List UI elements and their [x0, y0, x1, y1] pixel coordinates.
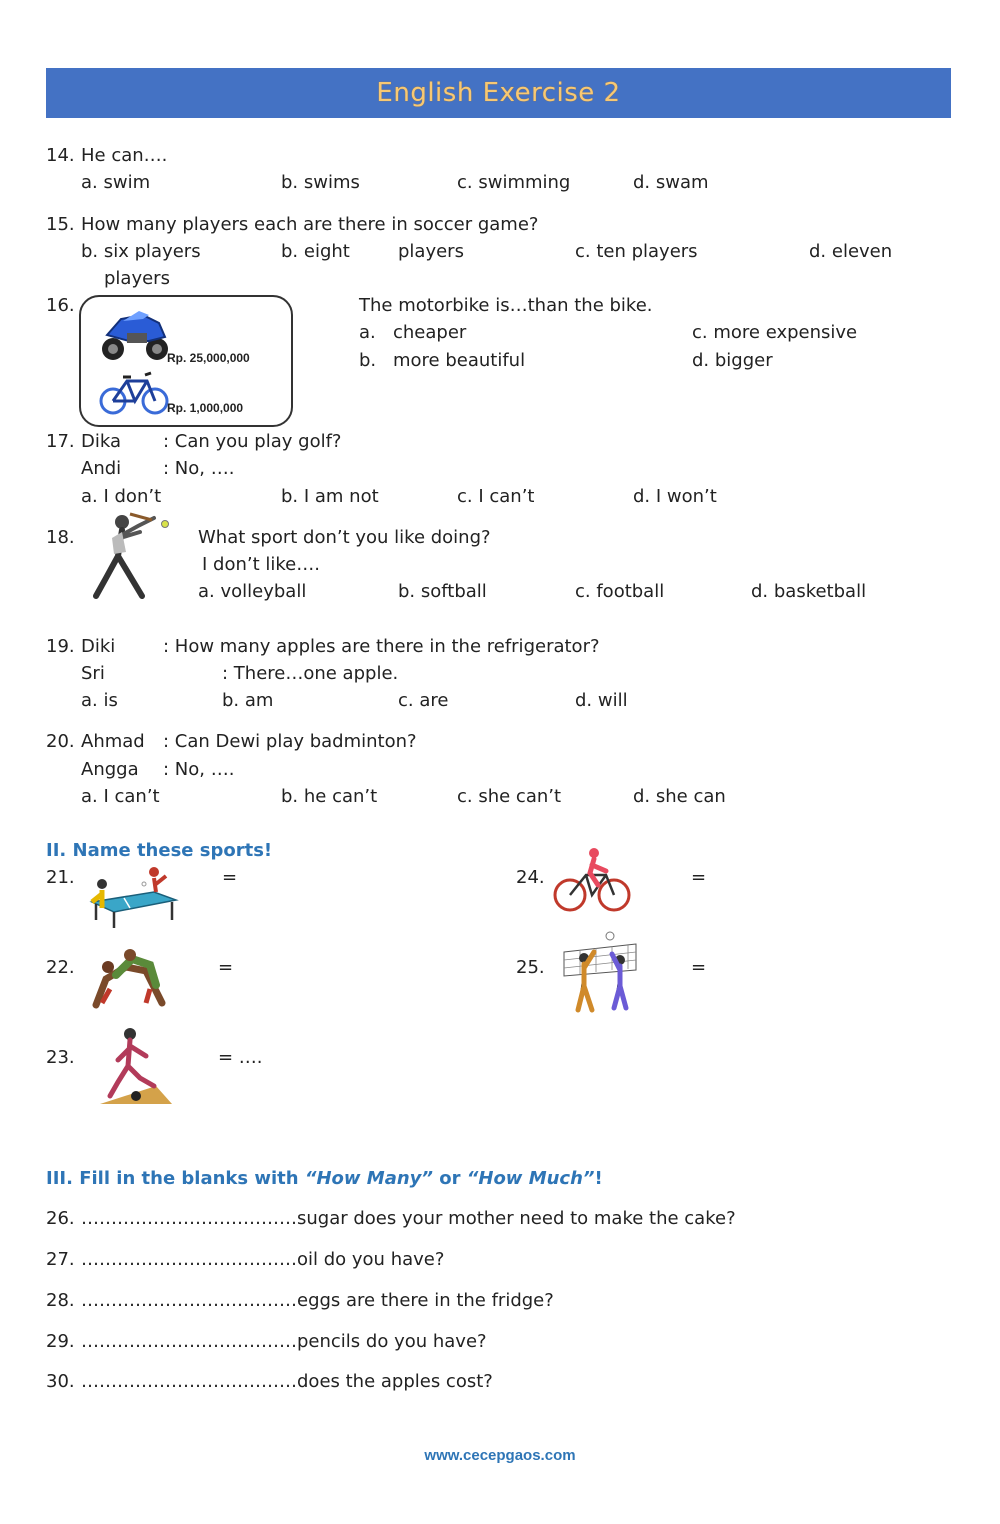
q15-option-d-cont: players: [104, 268, 170, 289]
q19-line-2: : There…one apple.: [222, 663, 399, 684]
fill-26-number: 26.: [46, 1208, 75, 1229]
q18-number: 18.: [46, 527, 75, 548]
q19-option-c: c. are: [398, 690, 449, 711]
footer-url[interactable]: www.cecepgaos.com: [424, 1447, 576, 1464]
q17-line-1: : Can you play golf?: [163, 431, 342, 452]
q19-option-b: b. am: [222, 690, 274, 711]
volleyball-icon: [560, 930, 640, 1016]
fill-29-text: ………………………………pencils do you have?: [81, 1331, 487, 1352]
bowling-icon: [96, 1026, 176, 1106]
fill-29-number: 29.: [46, 1331, 75, 1352]
sport-22-equals: =: [218, 957, 234, 978]
section-3-prefix: III. Fill in the blanks with: [46, 1168, 305, 1189]
q15-option-b-cont: players: [398, 241, 464, 262]
fill-27-text: ………………………………oil do you have?: [81, 1249, 445, 1270]
q17-line-2: : No, ….: [163, 458, 235, 479]
sport-22-number: 22.: [46, 957, 75, 978]
fill-28-number: 28.: [46, 1290, 75, 1311]
fill-27-number: 27.: [46, 1249, 75, 1270]
bicycle-icon: [99, 367, 169, 417]
sport-25-number: 25.: [516, 957, 545, 978]
fill-28-text: ………………………………eggs are there in the fridge?: [81, 1290, 554, 1311]
q20-option-c: c. she can’t: [457, 786, 562, 807]
q16-option-c: c. more expensive: [692, 322, 858, 343]
q15-option-d: d. eleven: [809, 241, 893, 262]
q20-speaker-2: Angga: [81, 759, 139, 780]
q18-option-c: c. football: [575, 581, 665, 602]
sport-24-equals: =: [691, 867, 707, 888]
q19-option-a: a. is: [81, 690, 118, 711]
sport-24-number: 24.: [516, 867, 545, 888]
q20-option-a: a. I can’t: [81, 786, 160, 807]
q20-speaker-1: Ahmad: [81, 731, 145, 752]
q14-option-b: b. swims: [281, 172, 360, 193]
wrestling-icon: [86, 945, 172, 1009]
q19-line-1: : How many apples are there in the refrigerator?: [163, 636, 600, 657]
q17-number: 17.: [46, 431, 75, 452]
q17-speaker-2: Andi: [81, 458, 122, 479]
q19-speaker-1: Diki: [81, 636, 116, 657]
header-banner: [46, 68, 951, 118]
cycling-icon: [552, 845, 632, 915]
q16-option-b-letter: b.: [359, 350, 377, 371]
q15-option-b: b. eight: [281, 241, 350, 262]
q20-option-d: d. she can: [633, 786, 726, 807]
q20-option-b: b. he can’t: [281, 786, 378, 807]
q14-number: 14.: [46, 145, 75, 166]
q17-option-d: d. I won’t: [633, 486, 717, 507]
fill-26-text: ………………………………sugar does your mother need to make the cake?: [81, 1208, 736, 1229]
table-tennis-icon: [84, 862, 180, 934]
q18-option-a: a. volleyball: [198, 581, 307, 602]
sport-25-equals: =: [691, 957, 707, 978]
sport-21-number: 21.: [46, 867, 75, 888]
q17-option-c: c. I can’t: [457, 486, 535, 507]
q16-option-a-letter: a.: [359, 322, 376, 343]
q19-speaker-2: Sri: [81, 663, 105, 684]
q17-option-b: b. I am not: [281, 486, 379, 507]
q18-stem: What sport don’t you like doing?: [198, 527, 491, 548]
q19-option-d: d. will: [575, 690, 628, 711]
motorbike-price: Rp. 25,000,000: [167, 351, 250, 365]
q17-speaker-1: Dika: [81, 431, 121, 452]
q16-stem: The motorbike is…than the bike.: [359, 295, 653, 316]
q14-stem: He can….: [81, 145, 168, 166]
q14-option-d: d. swam: [633, 172, 709, 193]
q14-option-a: a. swim: [81, 172, 151, 193]
q16-number: 16.: [46, 295, 75, 316]
section-2-title: II. Name these sports!: [46, 840, 273, 861]
sport-21-equals: =: [222, 867, 238, 888]
q16-option-b: more beautiful: [393, 350, 526, 371]
q18-stem-2: I don’t like….: [202, 554, 320, 575]
section-3-how-much: “How Much”: [466, 1168, 595, 1189]
section-3-or: or: [433, 1168, 467, 1189]
q15-stem: How many players each are there in soccer game?: [81, 214, 539, 235]
q18-option-b: b. softball: [398, 581, 487, 602]
sport-23-equals: = ….: [218, 1047, 263, 1068]
softball-player-icon: [82, 512, 170, 602]
fill-30-text: ………………………………does the apples cost?: [81, 1371, 493, 1392]
q18-option-d: d. basketball: [751, 581, 867, 602]
motorbike-icon: [99, 305, 171, 363]
q15-option-c: c. ten players: [575, 241, 698, 262]
sport-23-number: 23.: [46, 1047, 75, 1068]
page-title: English Exercise 2: [376, 78, 621, 108]
section-3-how-many: “How Many”: [304, 1168, 433, 1189]
q19-number: 19.: [46, 636, 75, 657]
fill-30-number: 30.: [46, 1371, 75, 1392]
q17-option-a: a. I don’t: [81, 486, 162, 507]
q16-option-d: d. bigger: [692, 350, 773, 371]
section-3-suffix: !: [594, 1168, 603, 1189]
q15-number: 15.: [46, 214, 75, 235]
q16-option-a: cheaper: [393, 322, 467, 343]
q16-picture-box: [79, 295, 293, 427]
q20-line-2: : No, ….: [163, 759, 235, 780]
q14-option-c: c. swimming: [457, 172, 571, 193]
q15-option-a: b. six players: [81, 241, 201, 262]
bicycle-price: Rp. 1,000,000: [167, 401, 244, 415]
q20-number: 20.: [46, 731, 75, 752]
section-3-title: [46, 1168, 603, 1190]
q20-line-1: : Can Dewi play badminton?: [163, 731, 417, 752]
